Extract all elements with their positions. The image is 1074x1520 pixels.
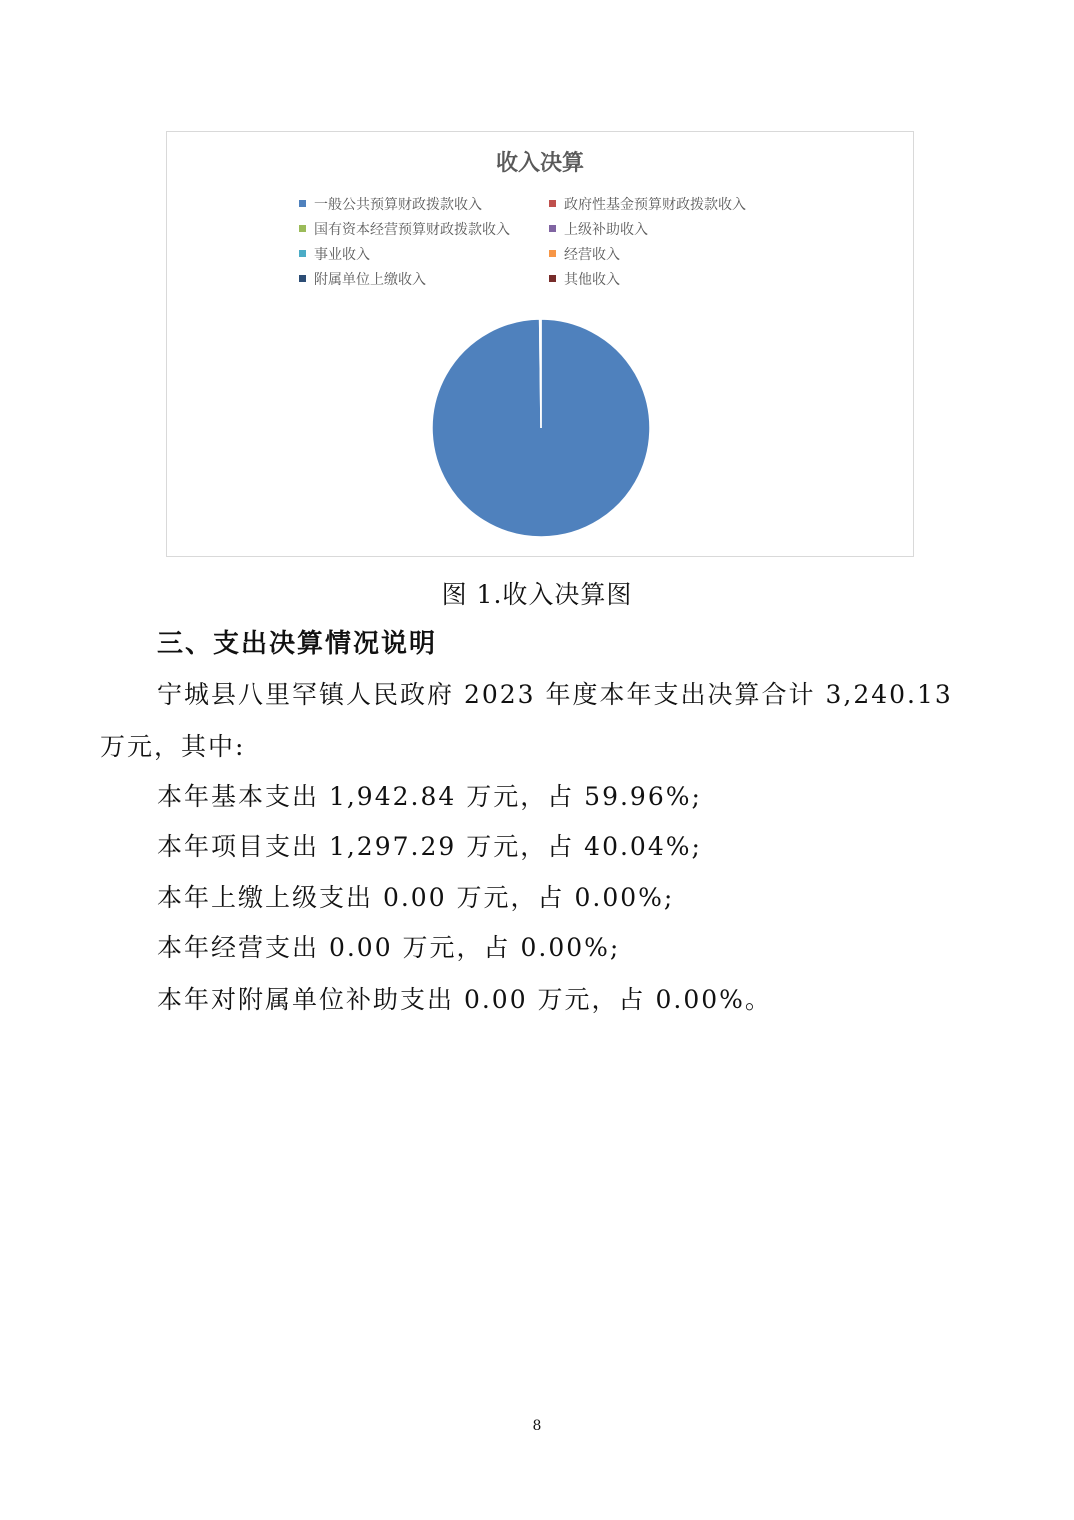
legend-item: [299, 269, 426, 289]
intro-paragraph-line2: 万元，其中:: [100, 732, 246, 761]
chart-title: 收入决算: [495, 151, 584, 176]
legend-label: 上级补助收入: [564, 222, 648, 238]
expenditure-item: 本年上缴上级支出 0.00 万元，占 0.00%;: [157, 883, 675, 912]
legend-swatch: [299, 200, 306, 207]
expenditure-item: 本年经营支出 0.00 万元，占 0.00%;: [157, 933, 621, 962]
legend-item: [299, 194, 482, 214]
legend-item: [299, 244, 370, 264]
expenditure-item: 本年项目支出 1,297.29 万元，占 40.04%;: [157, 832, 702, 861]
income-chart: [166, 131, 914, 557]
expenditure-item: 本年对附属单位补助支出 0.00 万元，占 0.00%。: [157, 985, 772, 1014]
legend-label: 经营收入: [564, 247, 620, 263]
section-heading: 三、支出决算情况说明: [157, 629, 438, 659]
intro-paragraph-line1: 宁城县八里罕镇人民政府 2023 年度本年支出决算合计 3,240.13: [157, 680, 953, 709]
legend-item: [549, 219, 648, 239]
legend-swatch: [549, 250, 556, 257]
legend-label: 政府性基金预算财政拨款收入: [564, 197, 746, 213]
legend-swatch: [299, 275, 306, 282]
legend-label: 其他收入: [564, 272, 620, 288]
legend-swatch: [299, 250, 306, 257]
pie-chart: [430, 317, 652, 539]
legend-label: 附属单位上缴收入: [314, 272, 426, 288]
page-number: 8: [532, 1418, 542, 1434]
legend-label: 国有资本经营预算财政拨款收入: [314, 222, 510, 238]
legend-swatch: [549, 275, 556, 282]
legend-label: 事业收入: [314, 247, 370, 263]
legend-item: [549, 194, 746, 214]
expenditure-item: 本年基本支出 1,942.84 万元，占 59.96%;: [157, 782, 702, 811]
legend-swatch: [549, 200, 556, 207]
legend-item: [299, 219, 510, 239]
legend-swatch: [549, 225, 556, 232]
figure-caption: 图 1.收入决算图: [441, 580, 633, 609]
legend-item: [549, 269, 620, 289]
legend-swatch: [299, 225, 306, 232]
legend-item: [549, 244, 620, 264]
legend-label: 一般公共预算财政拨款收入: [314, 197, 482, 213]
